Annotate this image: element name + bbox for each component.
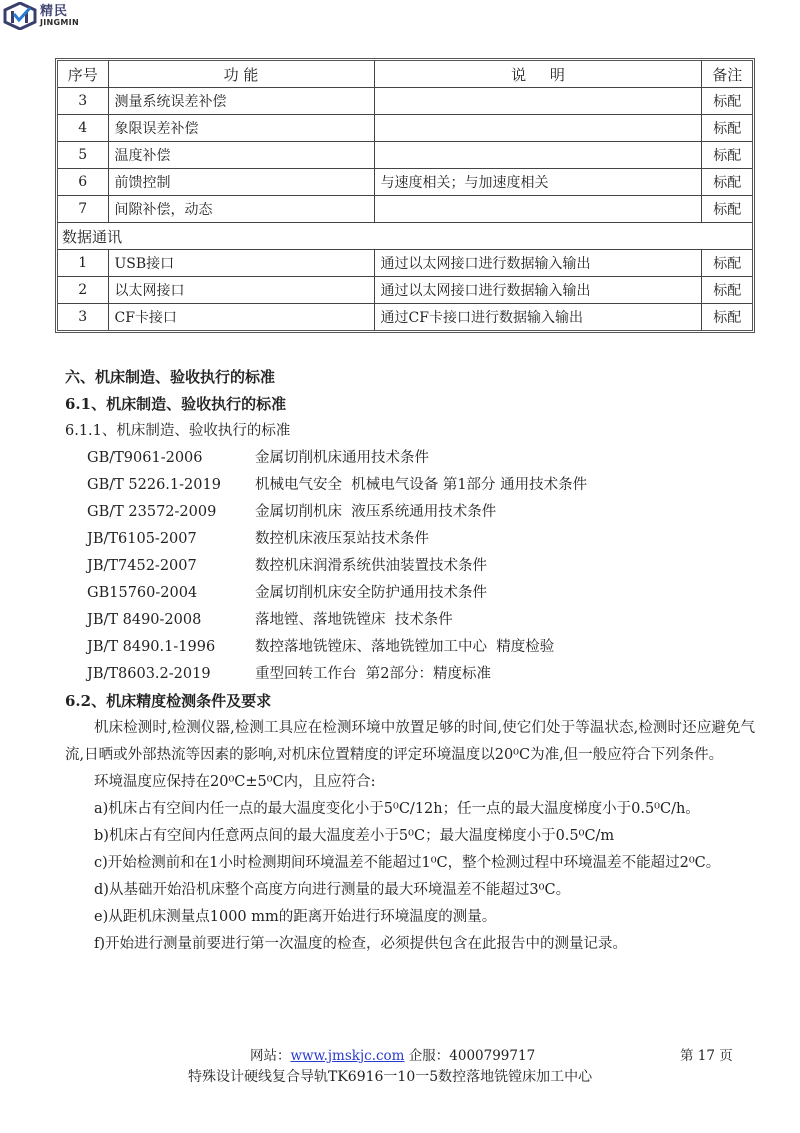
standard-code: JB/T7452-2007 [87, 558, 197, 574]
document-body [65, 364, 755, 958]
cell-num: 7 [58, 196, 108, 223]
table-row [58, 142, 752, 169]
cell-num: 3 [58, 304, 108, 331]
standard-title: 机械电气安全 机械电气设备 第1部分 通用技术条件 [255, 477, 588, 493]
cell-note: 标配 [702, 169, 752, 196]
function-table [55, 58, 755, 333]
cell-description: 通过以太网接口进行数据输入输出 [374, 277, 702, 304]
standard-code: JB/T8603.2-2019 [87, 666, 211, 682]
jingmin-logo-icon [3, 2, 37, 30]
table-section-row [58, 223, 752, 250]
section-heading-6-1: 6.1、机床制造、验收执行的标准 [65, 395, 287, 413]
standard-item [65, 661, 755, 688]
cell-num: 3 [58, 88, 108, 115]
cell-function: 象限误差补偿 [108, 115, 374, 142]
condition-item-d: d)从基础开始沿机床整个高度方向进行测量的最大环境温差不能超过3⁰C。 [94, 882, 571, 898]
standard-title: 金属切削机床通用技术条件 [255, 450, 429, 466]
cell-function: 以太网接口 [108, 277, 374, 304]
cell-description [374, 88, 702, 115]
cell-function: 温度补偿 [108, 142, 374, 169]
header-description: 说 明 [374, 61, 702, 88]
cell-note: 标配 [702, 304, 752, 331]
standard-title: 金属切削机床 液压系统通用技术条件 [255, 504, 497, 520]
table-header-row [58, 61, 752, 88]
logo-chinese-name: 精民 [40, 4, 69, 19]
cell-num: 4 [58, 115, 108, 142]
cell-description: 通过CF卡接口进行数据输入输出 [374, 304, 702, 331]
standard-item [65, 607, 755, 634]
standard-title: 金属切削机床安全防护通用技术条件 [255, 585, 487, 601]
cell-description [374, 115, 702, 142]
standard-item [65, 445, 755, 472]
section-heading-6-1-1: 6.1.1、机床制造、验收执行的标准 [65, 423, 291, 439]
standard-title: 数控机床润滑系统供油装置技术条件 [255, 558, 487, 574]
standard-code: GB15760-2004 [87, 585, 198, 601]
standard-item [65, 472, 755, 499]
cell-num: 6 [58, 169, 108, 196]
cell-num: 5 [58, 142, 108, 169]
cell-note: 标配 [702, 88, 752, 115]
table-row [58, 88, 752, 115]
table-row [58, 250, 752, 277]
paragraph-intro: 机床检测时,检测仪器,检测工具应在检测环境中放置足够的时间,使它们处于等温状态,检测时还应避免气流,日晒或外部热流等因素的影响,对机床位置精度的评定环境温度以20⁰C为准,但一般应符合下列条件。 [65, 720, 755, 763]
company-logo [3, 2, 79, 30]
table-row [58, 196, 752, 223]
condition-item-a: a)机床占有空间内任一点的最大温度变化小于5⁰C/12h；任一点的最大温度梯度小于0.5⁰C/h。 [94, 801, 700, 817]
cell-note: 标配 [702, 142, 752, 169]
document-title: 特殊设计硬线复合导轨TK6916一10一5数控落地铣镗床加工中心 [188, 1069, 593, 1085]
condition-item-c: c)开始检测前和在1小时检测期间环境温差不能超过1⁰C，整个检测过程中环境温差不能超过2⁰C。 [94, 855, 721, 871]
cell-description: 通过以太网接口进行数据输入输出 [374, 250, 702, 277]
cell-num: 1 [58, 250, 108, 277]
table-row [58, 115, 752, 142]
header-num: 序号 [58, 61, 108, 88]
standard-title: 重型回转工作台 第2部分：精度标准 [255, 666, 491, 682]
cell-function: 前馈控制 [108, 169, 374, 196]
standard-code: GB/T 5226.1-2019 [87, 477, 221, 493]
standard-code: GB/T 23572-2009 [87, 504, 217, 520]
cell-function: USB接口 [108, 250, 374, 277]
standard-code: JB/T 8490-2008 [87, 612, 202, 628]
section-heading-6: 六、机床制造、验收执行的标准 [65, 368, 276, 386]
standards-list [65, 445, 755, 688]
table-row [58, 304, 752, 331]
cell-function: CF卡接口 [108, 304, 374, 331]
cell-description [374, 142, 702, 169]
cell-function: 间隙补偿，动态 [108, 196, 374, 223]
cell-note: 标配 [702, 115, 752, 142]
cell-note: 标配 [702, 196, 752, 223]
cell-note: 标配 [702, 277, 752, 304]
standard-code: JB/T6105-2007 [87, 531, 197, 547]
table-row [58, 277, 752, 304]
table-row [58, 169, 752, 196]
condition-item-f: f)开始进行测量前要进行第一次温度的检查，必须提供包含在此报告中的测量记录。 [94, 936, 628, 952]
cell-description: 与速度相关；与加速度相关 [374, 169, 702, 196]
standard-title: 数控机床液压泵站技术条件 [255, 531, 429, 547]
footer-site-info [250, 1044, 535, 1064]
cell-num: 2 [58, 277, 108, 304]
standard-item [65, 634, 755, 661]
standard-code: JB/T 8490.1-1996 [87, 639, 216, 655]
condition-item-e: e)从距机床测量点1000 mm的距离开始进行环境温度的测量。 [94, 909, 497, 925]
standard-code: GB/T9061-2006 [87, 450, 203, 466]
paragraph-temperature: 环境温度应保持在20⁰C±5⁰C内，且应符合: [94, 774, 376, 790]
website-link[interactable]: www.jmskjc.com [290, 1048, 405, 1064]
standard-item [65, 526, 755, 553]
standard-item [65, 580, 755, 607]
page-number: 第 17 页 [680, 1048, 733, 1064]
site-label: 网站： [250, 1048, 291, 1064]
section-heading-6-2: 6.2、机床精度检测条件及要求 [65, 692, 272, 710]
cell-note: 标配 [702, 250, 752, 277]
standard-title: 落地镗、落地铣镗床 技术条件 [255, 612, 453, 628]
standard-item [65, 499, 755, 526]
header-function: 功 能 [108, 61, 374, 88]
logo-english-name: JINGMIN [40, 18, 79, 27]
standard-item [65, 553, 755, 580]
section-data-communication: 数据通讯 [58, 223, 752, 250]
standard-title: 数控落地铣镗床、落地铣镗加工中心 精度检验 [255, 639, 555, 655]
condition-item-b: b)机床占有空间内任意两点间的最大温度差小于5⁰C；最大温度梯度小于0.5⁰C/m [94, 828, 615, 844]
service-phone: 企服：4000799717 [404, 1048, 536, 1064]
cell-description [374, 196, 702, 223]
cell-function: 测量系统误差补偿 [108, 88, 374, 115]
header-note: 备注 [702, 61, 752, 88]
